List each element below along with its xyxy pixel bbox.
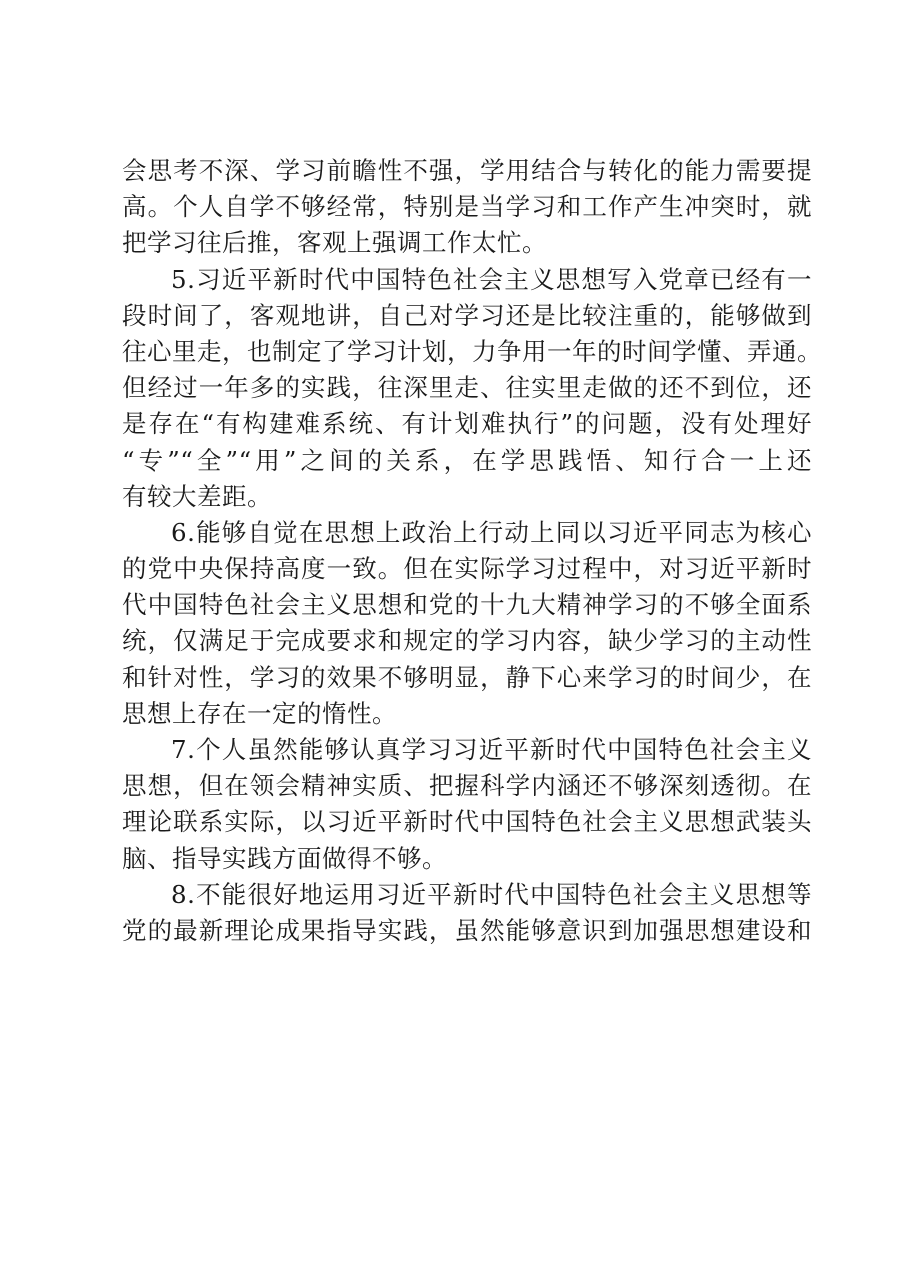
text-line: 但经过一年多的实践，往深里走、往实里走做的还不到位，还 bbox=[122, 373, 812, 403]
text-line: 高。个人自学不够经常，特别是当学习和工作产生冲突时，就 bbox=[122, 192, 812, 222]
text-line: “专”“全”“用”之间的关系，在学思践悟、知行合一上还 bbox=[122, 445, 812, 475]
paragraph-item-6 bbox=[122, 515, 812, 732]
text-line: 6.能够自觉在思想上政治上行动上同以习近平同志为核心 bbox=[171, 517, 812, 547]
text-line: 8.不能很好地运用习近平新时代中国特色社会主义思想等 bbox=[171, 879, 812, 909]
text-line: 会思考不深、学习前瞻性不强，学用结合与转化的能力需要提 bbox=[122, 156, 812, 185]
text-line: 和针对性，学习的效果不够明显，静下心来学习的时间少，在 bbox=[122, 662, 812, 692]
text-line: 思想上存在一定的惰性。 bbox=[122, 698, 397, 728]
text-line: 段时间了，客观地讲，自己对学习还是比较注重的，能够做到 bbox=[122, 300, 812, 330]
paragraph-item-7 bbox=[122, 732, 812, 877]
text-line: 党的最新理论成果指导实践，虽然能够意识到加强思想建设和 bbox=[122, 915, 812, 945]
text-line: 5.习近平新时代中国特色社会主义思想写入党章已经有一 bbox=[171, 264, 812, 294]
text-line: 脑、指导实践方面做得不够。 bbox=[122, 843, 447, 873]
text-line: 7.个人虽然能够认真学习习近平新时代中国特色社会主义 bbox=[171, 735, 812, 764]
text-line: 是存在“有构建难系统、有计划难执行”的问题，没有处理好 bbox=[122, 409, 812, 439]
text-line: 有较大差距。 bbox=[122, 481, 272, 511]
text-line: 的党中央保持高度一致。但在实际学习过程中，对习近平新时 bbox=[122, 554, 812, 584]
paragraph-item-5 bbox=[122, 262, 822, 515]
text-line: 统，仅满足于完成要求和规定的学习内容，缺少学习的主动性 bbox=[122, 626, 812, 656]
paragraph-item-8 bbox=[122, 877, 812, 949]
paragraph-continuation bbox=[122, 153, 812, 262]
text-line: 把学习往后推，客观上强调工作太忙。 bbox=[122, 228, 547, 258]
text-line: 理论联系实际，以习近平新时代中国特色社会主义思想武装头 bbox=[122, 807, 812, 837]
text-line: 代中国特色社会主义思想和党的十九大精神学习的不够全面系 bbox=[122, 590, 812, 620]
document-body bbox=[122, 153, 822, 949]
text-line: 思想，但在领会精神实质、把握科学内涵还不够深刻透彻。在 bbox=[122, 771, 812, 801]
text-line: 往心里走，也制定了学习计划，力争用一年的时间学懂、弄通。 bbox=[122, 336, 822, 366]
